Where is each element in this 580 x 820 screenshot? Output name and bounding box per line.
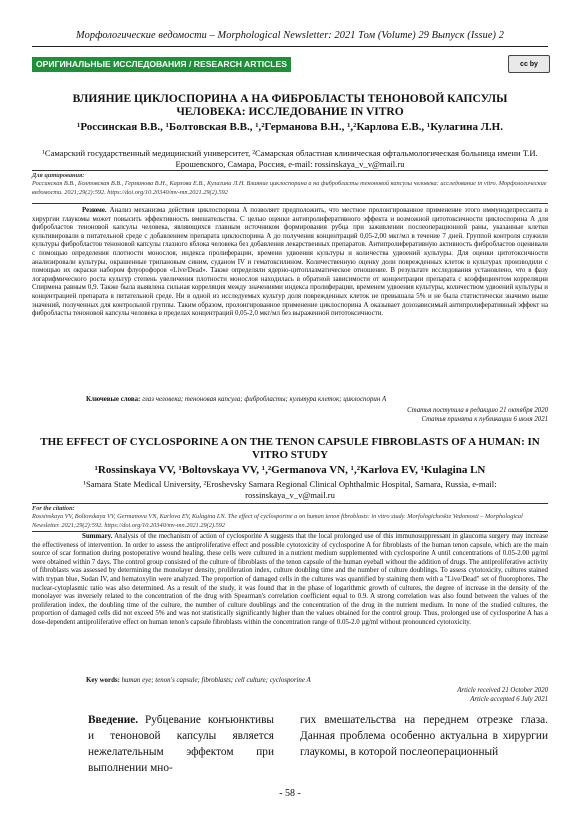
citation-divider-en xyxy=(32,503,548,504)
citation-label-en: For the citation: xyxy=(32,505,75,512)
dates-ru xyxy=(407,406,548,424)
section-banner: ОРИГИНАЛЬНЫЕ ИССЛЕДОВАНИЯ / RESEARCH ARTICLES xyxy=(32,57,291,72)
keywords-en xyxy=(32,677,548,686)
citation-block-en xyxy=(32,505,548,530)
dates-en xyxy=(457,686,548,704)
keywords-text-en: human eye; tenon's capsule; fibroblasts; cell culture; cyclosporine A xyxy=(121,677,311,684)
citation-block-ru xyxy=(32,172,548,197)
abstract-label-en: Summary. xyxy=(82,533,113,540)
abstract-en xyxy=(32,533,548,628)
affiliation-ru: ¹Самарский государственный медицинский университет, ²Самарская областная клиническая офтальмологическая больница имени Т.И. Ерошевского, Самара, Россия, e-mail: rossinskaya_v_v@mail.ru xyxy=(42,148,538,169)
body-text-right: гих вмешательства на переднем отрезке глаза. Данная проблема особенно актуальна в хирургии глаукомы, в которой послеоперационный xyxy=(300,714,548,758)
body-column-left xyxy=(88,712,274,776)
header-divider xyxy=(32,46,548,47)
journal-running-header: Морфологические ведомости – Morphological Newsletter: 2021 Том (Volume) 29 Выпуск (Issue) 2 xyxy=(76,30,504,41)
keywords-label-ru: Ключевые слова: xyxy=(86,396,141,403)
abstract-text-ru: Анализ механизма действия циклоспорина А позволяет предположить, что местное пролонгированное применение этого иммунодепрессанта в хирургии глаукомы может повысить эффективность вмешательства. С целью оценки антипролиферативного эффекта и возможной цитотоксичности циклоспорина А для фибробластов теноновой капсулы человека, являющихся главным источником формирования рубца при заживлении послеоперационной раны, указанные клетки культивировали в питательной среде с добавлением препарата циклоспорина А до получения концентраций 0,05-2,00 мкг/мл в течение 7 дней. Группой контроля служили культуры фибробластов теноновой капсулы глазного яблока человека без добавления лекарственных препаратов. Антипролиферативную активность фибробластов оценивали с помощью определения плотности монослоя, индекса пролиферации, времени удвоения культуры и количества удвоений культуры. Для оценки цитотоксичности анализировали культуры, окрашенные трипановым синим, суданом IV и гематоксилином. Количественную оценку доли поврежденных клеток в культурах производили с помощью их окраски набором флуорофоров «Live/Dead». Также определяли ядерно-цитоплазматическое отношение. В результате исследования установлено, что в фазу логарифмического роста культур степень увеличения плотности монослоя находилась в обратной зависимости от концентрации препарата с коэффициентом корреляции Спирмена равным 0,9. Также была выявлена сильная корреляция между значениями индекса пролиферации, временем удвоения культуры, количеством удвоений культуры и концентрацией препарата в питательной среде. Ни в одной из исследуемых культур доля поврежденных клеток не превышала 5% и не была статистически значимо выше значений, полученных для контрольной группы. Таким образом, пролонгированное применение циклоспорина А оказывает дозозависимый антипролиферативный эффект на фибробласты теноновой капсулы человека в пределах концентраций 0,05-2,0 мкг/мл без выраженной питотоксичности. xyxy=(32,207,548,318)
accepted-date-en: Article accepted 6 July 2021 xyxy=(470,696,548,703)
intro-label: Введение. xyxy=(88,714,139,726)
keywords-ru xyxy=(32,396,548,405)
cc-license-icon[interactable] xyxy=(508,55,550,73)
cc-license-label: cc by xyxy=(520,60,538,68)
citation-label-ru: Для цитирования: xyxy=(32,172,85,179)
citation-divider-ru xyxy=(32,170,548,171)
citation-divider-en-bottom xyxy=(32,531,548,532)
page-number: - 58 - xyxy=(279,788,301,799)
abstract-ru xyxy=(32,207,548,319)
keywords-label-en: Key words: xyxy=(86,677,120,684)
authors-en: ¹Rossinskaya VV, ¹Boltovskaya VV, ¹,²Germanova VN, ¹,²Karlova EV, ¹Kulagina LN xyxy=(94,464,486,476)
citation-text-en: Rossinskaya VV, Boltovskaya VV, Germanova VN, Karlova EV, Kulagina LN. The effect of cyclosporine a on human tenon fibroblasts: in vitro study. Morfologicheskie Vedomosti – Morphological Newsletter. 2021;29(2):592. https://doi.org/10.20340/mv-mn.2021.29(2).592 xyxy=(32,513,523,529)
body-text-left: Рубцевание конъюнктивы и теноновой капсулы является нежелательным эффектом при выполнении мно- xyxy=(88,714,275,774)
accepted-date-ru: Статья принята к публикации 6 июля 2021 xyxy=(421,416,548,423)
abstract-label-ru: Резюме. xyxy=(82,207,107,214)
citation-text-ru: Россинская В.В., Болтовская В.В., Германова В.Н., Карлова Е.В., Кулагина Л.Н. Влияние циклоспорина а на фибробласты теноновой капсулы человека: исследование in vitro. Морфологические ведомости. 2021;29(2):592. https://doi.org/10.20340/mv-mn.2021.29(2).592 xyxy=(32,180,547,196)
citation-divider-ru-bottom xyxy=(32,203,548,204)
authors-ru: ¹Россинская В.В., ¹Болтовская В.В., ¹,²Германова В.Н., ¹,²Карлова Е.В., ¹Кулагина Л.Н. xyxy=(77,121,503,133)
received-date-ru: Статья поступила в редакцию 21 октября 2020 xyxy=(407,407,548,414)
keywords-text-ru: глаз человека; теноновая капсула; фибробласты; культура клеток; циклоспорин А xyxy=(142,396,387,403)
body-column-right xyxy=(300,712,548,760)
title-en: THE EFFECT OF CYCLOSPORINE A ON THE TENON CAPSULE FIBROBLASTS OF A HUMAN: IN VITRO STUDY xyxy=(40,436,540,461)
affiliation-en: ¹Samara State Medical University, ²Eroshevsky Samara Regional Clinical Ophthalmic Hospital, Samara, Russia, e-mail: rossinskaya_v_v@mail.ru xyxy=(83,479,497,500)
received-date-en: Article received 21 October 2020 xyxy=(457,687,548,694)
abstract-text-en: Analysis of the mechanism of action of cyclosporine A suggests that the local prolonged use of this immunosuppressant in glaucoma surgery may increase the effectiveness of intervention. In order to assess the antiproliferative effect and possible cytotoxicity of cyclosporine A for fibroblasts of the human tenon capsule, which are the main source of scar formation during postoperative wound healing, these cells were cultured in a nutrient medium supplemented with cyclosporine A until concentrations of 0.05-2.00 µg/ml were obtained within 7 days. The control group consisted of the culture of fibroblasts of the tenon capsule of the human eyeball without the addition of drugs. The antiproliferative activity of fibroblasts was assessed by determining the monolayer density, proliferation index, culture doubling time and the number of culture doublings. To assess cytotoxicity, cultures stained with trypan blue, Sudan IV, and hematoxylin were analyzed. The proportion of damaged cells in the cultures was quantified by staining them with a "Live/Dead" set of fluorophores. The nuclear-cytoplasmic ratio was also determined. As a result of the study, it was found that in the phase of logarithmic growth of cultures, the degree of increase in the density of the monolayer was inversely related to the concentration of the drug with Spearman's correlation coefficient equal to 0.9. A strong correlation was also found between the values of the proliferation index, the doubling time of the culture, the number of culture doublings and the concentration of the drug in the nutrient medium. In none of the studied cultures, the proportion of damaged cells did not exceed 5% and was not statistically significantly higher than the values obtained for the control group. Thus, prolonged use of cyclosporine A has a dose-dependent antiproliferative effect on human tenon's capsule fibroblasts within the concentration range of 0.05-2.0 µg/ml without pronounced cytotoxicity. xyxy=(32,533,549,626)
title-ru: ВЛИЯНИЕ ЦИКЛОСПОРИНА А НА ФИБРОБЛАСТЫ ТЕНОНОВОЙ КАПСУЛЫ ЧЕЛОВЕКА: ИССЛЕДОВАНИЕ IN VITRO xyxy=(72,93,508,118)
